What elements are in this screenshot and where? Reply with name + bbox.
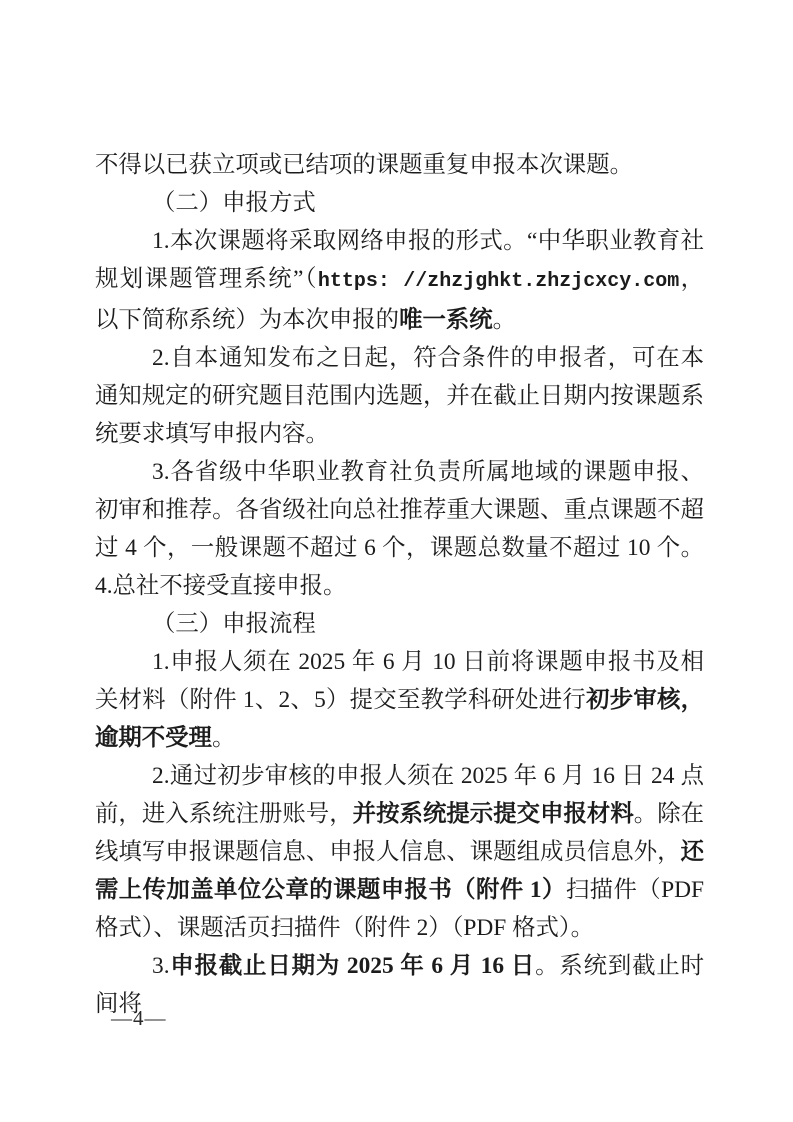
para-topic-selection bbox=[95, 339, 704, 453]
text-run: 1.申报人须在 2025 年 6 月 10 日前将课题申报书及相关材料（附件 1、2、5）提交至教学科研处进行 bbox=[95, 649, 704, 713]
text-run: 不得以已获立项或已结项的课题重复申报本次课题。 bbox=[95, 152, 633, 178]
para-provincial-quota bbox=[95, 453, 704, 605]
text-run-bold: 初步审核，逾期不受理 bbox=[95, 687, 705, 751]
text-run: 2.自本通知发布之日起，符合条件的申报者，可在本通知规定的研究题目范围内选题，并在截止日期内按课题系统要求填写申报内容。 bbox=[95, 345, 704, 447]
text-run-bold: 还需上传加盖单位公章的课题申报书（附件 1） bbox=[95, 839, 704, 903]
text-run: （三）申报流程 bbox=[152, 611, 316, 637]
text-run: 。除在线填写申报课题信息、申报人信息、课题组成员信息外， bbox=[95, 801, 705, 865]
text-run: ，以下简称系统）为本次申报的 bbox=[95, 266, 705, 333]
para-system-submission bbox=[95, 757, 704, 947]
document-body bbox=[95, 146, 704, 1023]
para-preliminary-review bbox=[95, 643, 704, 757]
text-run-bold: 唯一系统 bbox=[399, 307, 493, 333]
page-number: —4— bbox=[111, 1006, 167, 1030]
text-run: （二）申报方式 bbox=[152, 190, 316, 216]
text-run: 扫描件（PDF 格式）、课题活页扫描件（附件 2）（PDF 格式）。 bbox=[95, 877, 704, 941]
text-run: 3. bbox=[152, 953, 170, 979]
heading-section-2 bbox=[95, 184, 704, 222]
text-run-bold: 并按系统提示提交申报材料 bbox=[352, 801, 634, 827]
text-run: 1.本次课题将采取网络申报的形式。“中华职业教育社规划课题管理系统”（ bbox=[95, 228, 704, 292]
text-run: 。系统到截止时间将 bbox=[95, 953, 705, 1017]
para-online-system bbox=[95, 222, 704, 339]
text-run: 。 bbox=[211, 725, 236, 751]
para-continuation bbox=[95, 146, 704, 184]
text-run-bold: 申报截止日期为 2025 年 6 月 16 日 bbox=[169, 953, 536, 979]
text-run: 。 bbox=[492, 307, 517, 333]
text-run: 2.通过初步审核的申报人须在 2025 年 6 月 16 日 24 点前，进入系统注册账号， bbox=[95, 763, 704, 827]
text-run: 3.各省级中华职业教育社负责所属地域的课题申报、初审和推荐。各省级社向总社推荐重大课题、重点课题不超过 4 个，一般课题不超过 6 个，课题总数量不超过 10 个。4.总社不接受直接申报。 bbox=[95, 459, 704, 599]
para-deadline bbox=[95, 947, 704, 1023]
system-url: https: //zhzjghkt.zhzjcxcy.com bbox=[317, 270, 680, 293]
heading-section-3 bbox=[95, 605, 704, 643]
